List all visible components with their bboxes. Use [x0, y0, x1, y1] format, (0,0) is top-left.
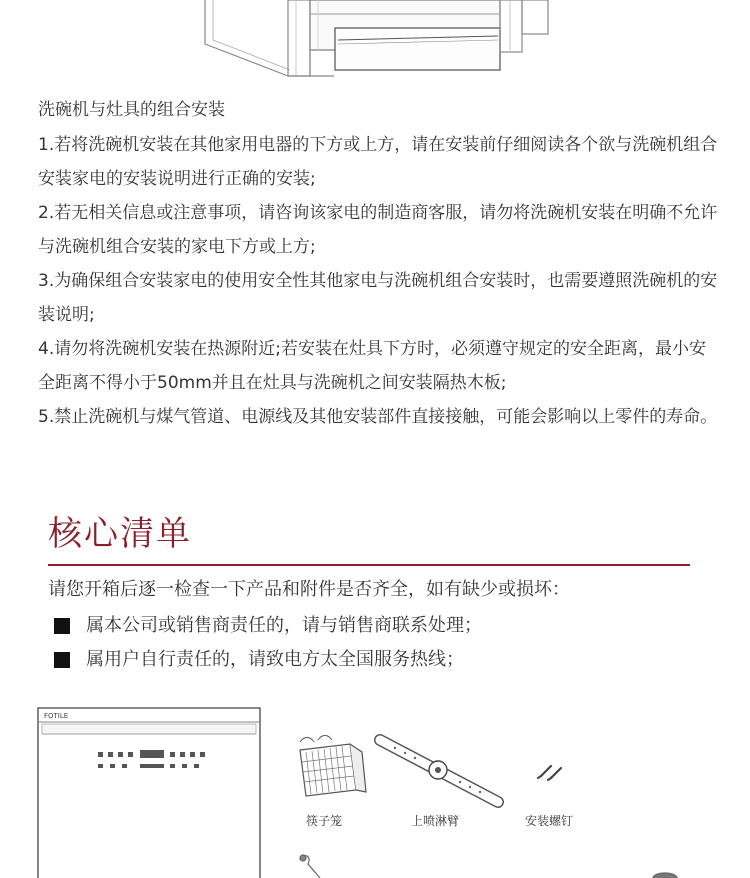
brand-logo: FOTILE: [44, 712, 69, 720]
install-title: 洗碗机与灶具的组合安装: [38, 100, 225, 120]
checklist-line-text: 属本公司或销售商责任的，请与销售商联系处理；: [86, 615, 482, 636]
install-item-1: 1.若将洗碗机安装在其他家用电器的下方或上方，请在安装前仔细阅读各个欲与洗碗机组合安装家电的安装说明进行正确的安装;: [38, 135, 718, 189]
part-label-cutlery-basket: 筷子笼: [306, 814, 343, 828]
square-bullet-icon: [54, 652, 70, 668]
install-instructions: [38, 98, 718, 434]
checklist-line-text: 属用户自行责任的，请致电方太全国服务热线；: [86, 649, 464, 670]
part-label-screws: 安装螺钉: [525, 814, 574, 828]
installation-screws-icon: [538, 766, 561, 780]
section-divider: [48, 564, 690, 566]
cutlery-basket-icon: [300, 736, 366, 797]
section-title: 核心清单: [48, 514, 192, 554]
spray-arm-icon: [380, 740, 498, 802]
parts-illustration: [0, 700, 750, 878]
checklist-line: [54, 612, 482, 640]
install-item-5: 5.禁止洗碗机与煤气管道、电源线及其他安装部件直接接触，可能会影响以上零件的寿命。: [38, 407, 718, 427]
checklist-intro: 请您开箱后逐一检查一下产品和附件是否齐全，如有缺少或损坏：: [48, 579, 570, 600]
dishwasher-front-illustration: [38, 708, 260, 878]
square-bullet-icon: [54, 618, 70, 634]
install-item-2: 2.若无相关信息或注意事项，请咨询该家电的制造商客服，请勿将洗碗机安装在明确不允许与洗碗机组合安装的家电下方或上方;: [38, 203, 718, 257]
lower-parts-icon: [300, 855, 677, 878]
part-label-spray-arm: 上喷淋臂: [411, 814, 460, 828]
checklist-line: [54, 646, 464, 674]
cabinet-installation-illustration: [0, 0, 750, 86]
install-item-4: 4.请勿将洗碗机安装在热源附近;若安装在灶具下方时，必须遵守规定的安全距离，最小安全距离不得小于50mm并且在灶具与洗碗机之间安装隔热木板;: [38, 339, 706, 393]
install-item-3: 3.为确保组合安装家电的使用安全性其他家电与洗碗机组合安装时，也需要遵照洗碗机的安装说明;: [38, 271, 718, 325]
